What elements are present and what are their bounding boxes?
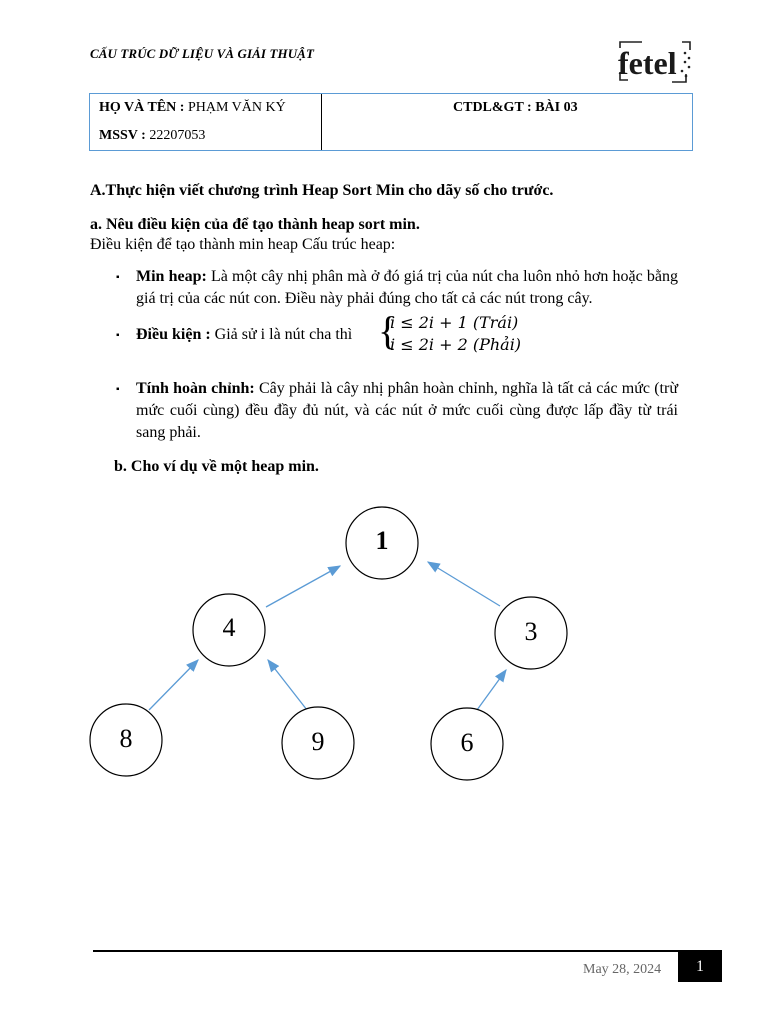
edge-8-to-4 bbox=[149, 660, 198, 710]
name-cell bbox=[99, 100, 286, 116]
bullet-label: Min heap: bbox=[136, 268, 207, 285]
name-value: PHẠM VĂN KÝ bbox=[187, 100, 286, 115]
edge-6-to-3 bbox=[477, 670, 506, 710]
student-info-table bbox=[89, 93, 693, 151]
fetel-logo bbox=[612, 38, 696, 86]
bullet-body: Là một cây nhị phân mà ở đó giá trị của nút cha luôn nhỏ hơn hoặc bằng giá trị của các nút con. Điều này phải đúng cho tất cả các nút trong cây. bbox=[136, 268, 678, 307]
edge-9-to-4 bbox=[268, 660, 307, 710]
condition-right: i ≤ 2i + 2 (Phải) bbox=[390, 335, 522, 354]
node-value: 3 bbox=[524, 617, 538, 646]
edge-3-to-1 bbox=[428, 562, 500, 606]
bullet-body: Giả sử i là nút cha thì bbox=[210, 326, 353, 343]
edge-4-to-1 bbox=[266, 566, 340, 607]
footer-rule bbox=[93, 950, 678, 952]
section-a-sub-heading: a. Nêu điều kiện của để tạo thành heap sort min. bbox=[90, 216, 420, 233]
bullet-label: Điều kiện : bbox=[136, 326, 211, 343]
brace-symbol: { bbox=[378, 308, 398, 353]
name-label: HỌ VÀ TÊN : bbox=[99, 100, 185, 115]
node-value: 1 bbox=[375, 526, 389, 555]
bullet-condition bbox=[136, 324, 352, 346]
student-id-value: 22207053 bbox=[149, 128, 206, 143]
node-value: 6 bbox=[460, 728, 474, 757]
bullet-completeness bbox=[136, 378, 678, 444]
running-head-title: CẤU TRÚC DỮ LIỆU VÀ GIẢI THUẬT bbox=[90, 46, 314, 61]
intro-text: Điều kiện để tạo thành min heap Cấu trúc heap: bbox=[90, 236, 396, 253]
page-number: 1 bbox=[678, 950, 722, 982]
heap-tree-diagram bbox=[0, 490, 768, 790]
section-b-heading: b. Cho ví dụ về một heap min. bbox=[114, 458, 319, 475]
section-a-heading: A.Thực hiện viết chương trình Heap Sort Min cho dãy số cho trước. bbox=[90, 182, 554, 199]
student-id-label: MSSV : bbox=[99, 128, 146, 143]
node-value: 8 bbox=[119, 724, 133, 753]
footer-date: May 28, 2024 bbox=[583, 962, 662, 977]
node-value: 4 bbox=[222, 613, 236, 642]
bullet-marker: ▪ bbox=[116, 384, 120, 395]
bullet-marker: ▪ bbox=[116, 272, 120, 283]
table-divider bbox=[321, 94, 322, 150]
bullet-marker: ▪ bbox=[116, 330, 120, 341]
bullet-label: Tính hoàn chỉnh: bbox=[136, 380, 255, 397]
assignment-title: CTDL&GT : BÀI 03 bbox=[453, 100, 578, 115]
logo-text: fetel bbox=[618, 45, 677, 81]
condition-left: i ≤ 2i + 1 (Trái) bbox=[390, 313, 519, 332]
bullet-body: Cây phải là cây nhị phân hoàn chỉnh, nghĩa là tất cả các mức (trừ mức cuối cùng) đều đầy đủ nút, và các nút ở mức cuối cùng được lấp đầy từ trái sang phải. bbox=[136, 380, 679, 441]
student-id-cell bbox=[99, 128, 205, 144]
node-value: 9 bbox=[311, 727, 325, 756]
bullet-min-heap bbox=[136, 266, 678, 310]
